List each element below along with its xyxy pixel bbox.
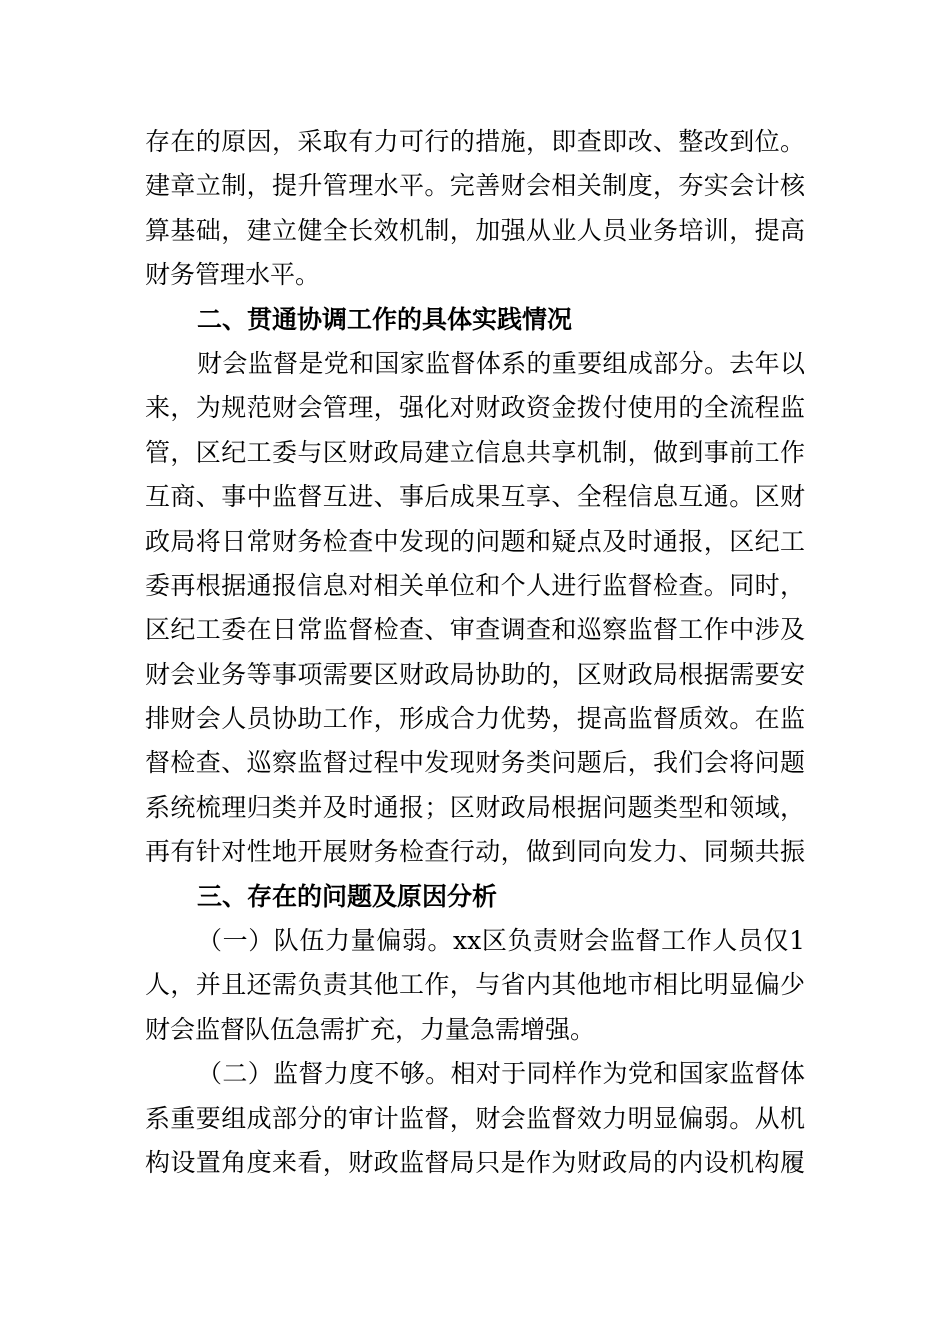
text-line: 存在的原因，采取有力可行的措施，即查即改、整改到位。	[145, 127, 805, 156]
text-line: 互商、事中监督互进、事后成果互享、全程信息互通。区财	[145, 482, 805, 512]
text-line: 系重要组成部分的审计监督，财会监督效力明显偏弱。从机	[145, 1103, 805, 1133]
text-line: 构设置角度来看，财政监督局只是作为财政局的内设机构履	[145, 1147, 805, 1177]
text-line: 区纪工委在日常监督检查、审查调查和巡察监督工作中涉及	[145, 615, 805, 645]
text-line: （二）监督力度不够。相对于同样作为党和国家监督体	[197, 1059, 805, 1089]
text-line: 系统梳理归类并及时通报；区财政局根据问题类型和领域，	[145, 792, 805, 822]
text-line: 政局将日常财务检查中发现的问题和疑点及时通报，区纪工	[145, 526, 805, 556]
section-heading: 三、存在的问题及原因分析	[197, 881, 498, 911]
text-line: 管，区纪工委与区财政局建立信息共享机制，做到事前工作	[145, 437, 805, 467]
text-line: 再有针对性地开展财务检查行动，做到同向发力、同频共振	[145, 837, 805, 867]
text-line: 排财会人员协助工作，形成合力优势，提高监督质效。在监	[145, 704, 805, 734]
text-line: 委再根据通报信息对相关单位和个人进行监督检查。同时，	[145, 570, 805, 600]
text-line: 人，并且还需负责其他工作，与省内其他地市相比明显偏少	[145, 970, 805, 1000]
text-line: 来，为规范财会管理，强化对财政资金拨付使用的全流程监	[145, 393, 805, 423]
text-line: 算基础，建立健全长效机制，加强从业人员业务培训，提高	[145, 215, 805, 245]
text-line: 财务管理水平。	[145, 260, 321, 290]
text-line: 财会监督队伍急需扩充，力量急需增强。	[145, 1014, 596, 1044]
text-line: 建章立制，提升管理水平。完善财会相关制度，夯实会计核	[145, 171, 805, 201]
text-line: 财会监督是党和国家监督体系的重要组成部分。去年以	[197, 348, 805, 378]
text-line: 财会业务等事项需要区财政局协助的，区财政局根据需要安	[145, 659, 805, 689]
document-body	[145, 120, 805, 1185]
section-heading: 二、贯通协调工作的具体实践情况	[197, 304, 573, 334]
text-line: 督检查、巡察监督过程中发现财务类问题后，我们会将问题	[145, 748, 805, 778]
text-line: （一）队伍力量偏弱。xx区负责财会监督工作人员仅1	[197, 926, 805, 956]
